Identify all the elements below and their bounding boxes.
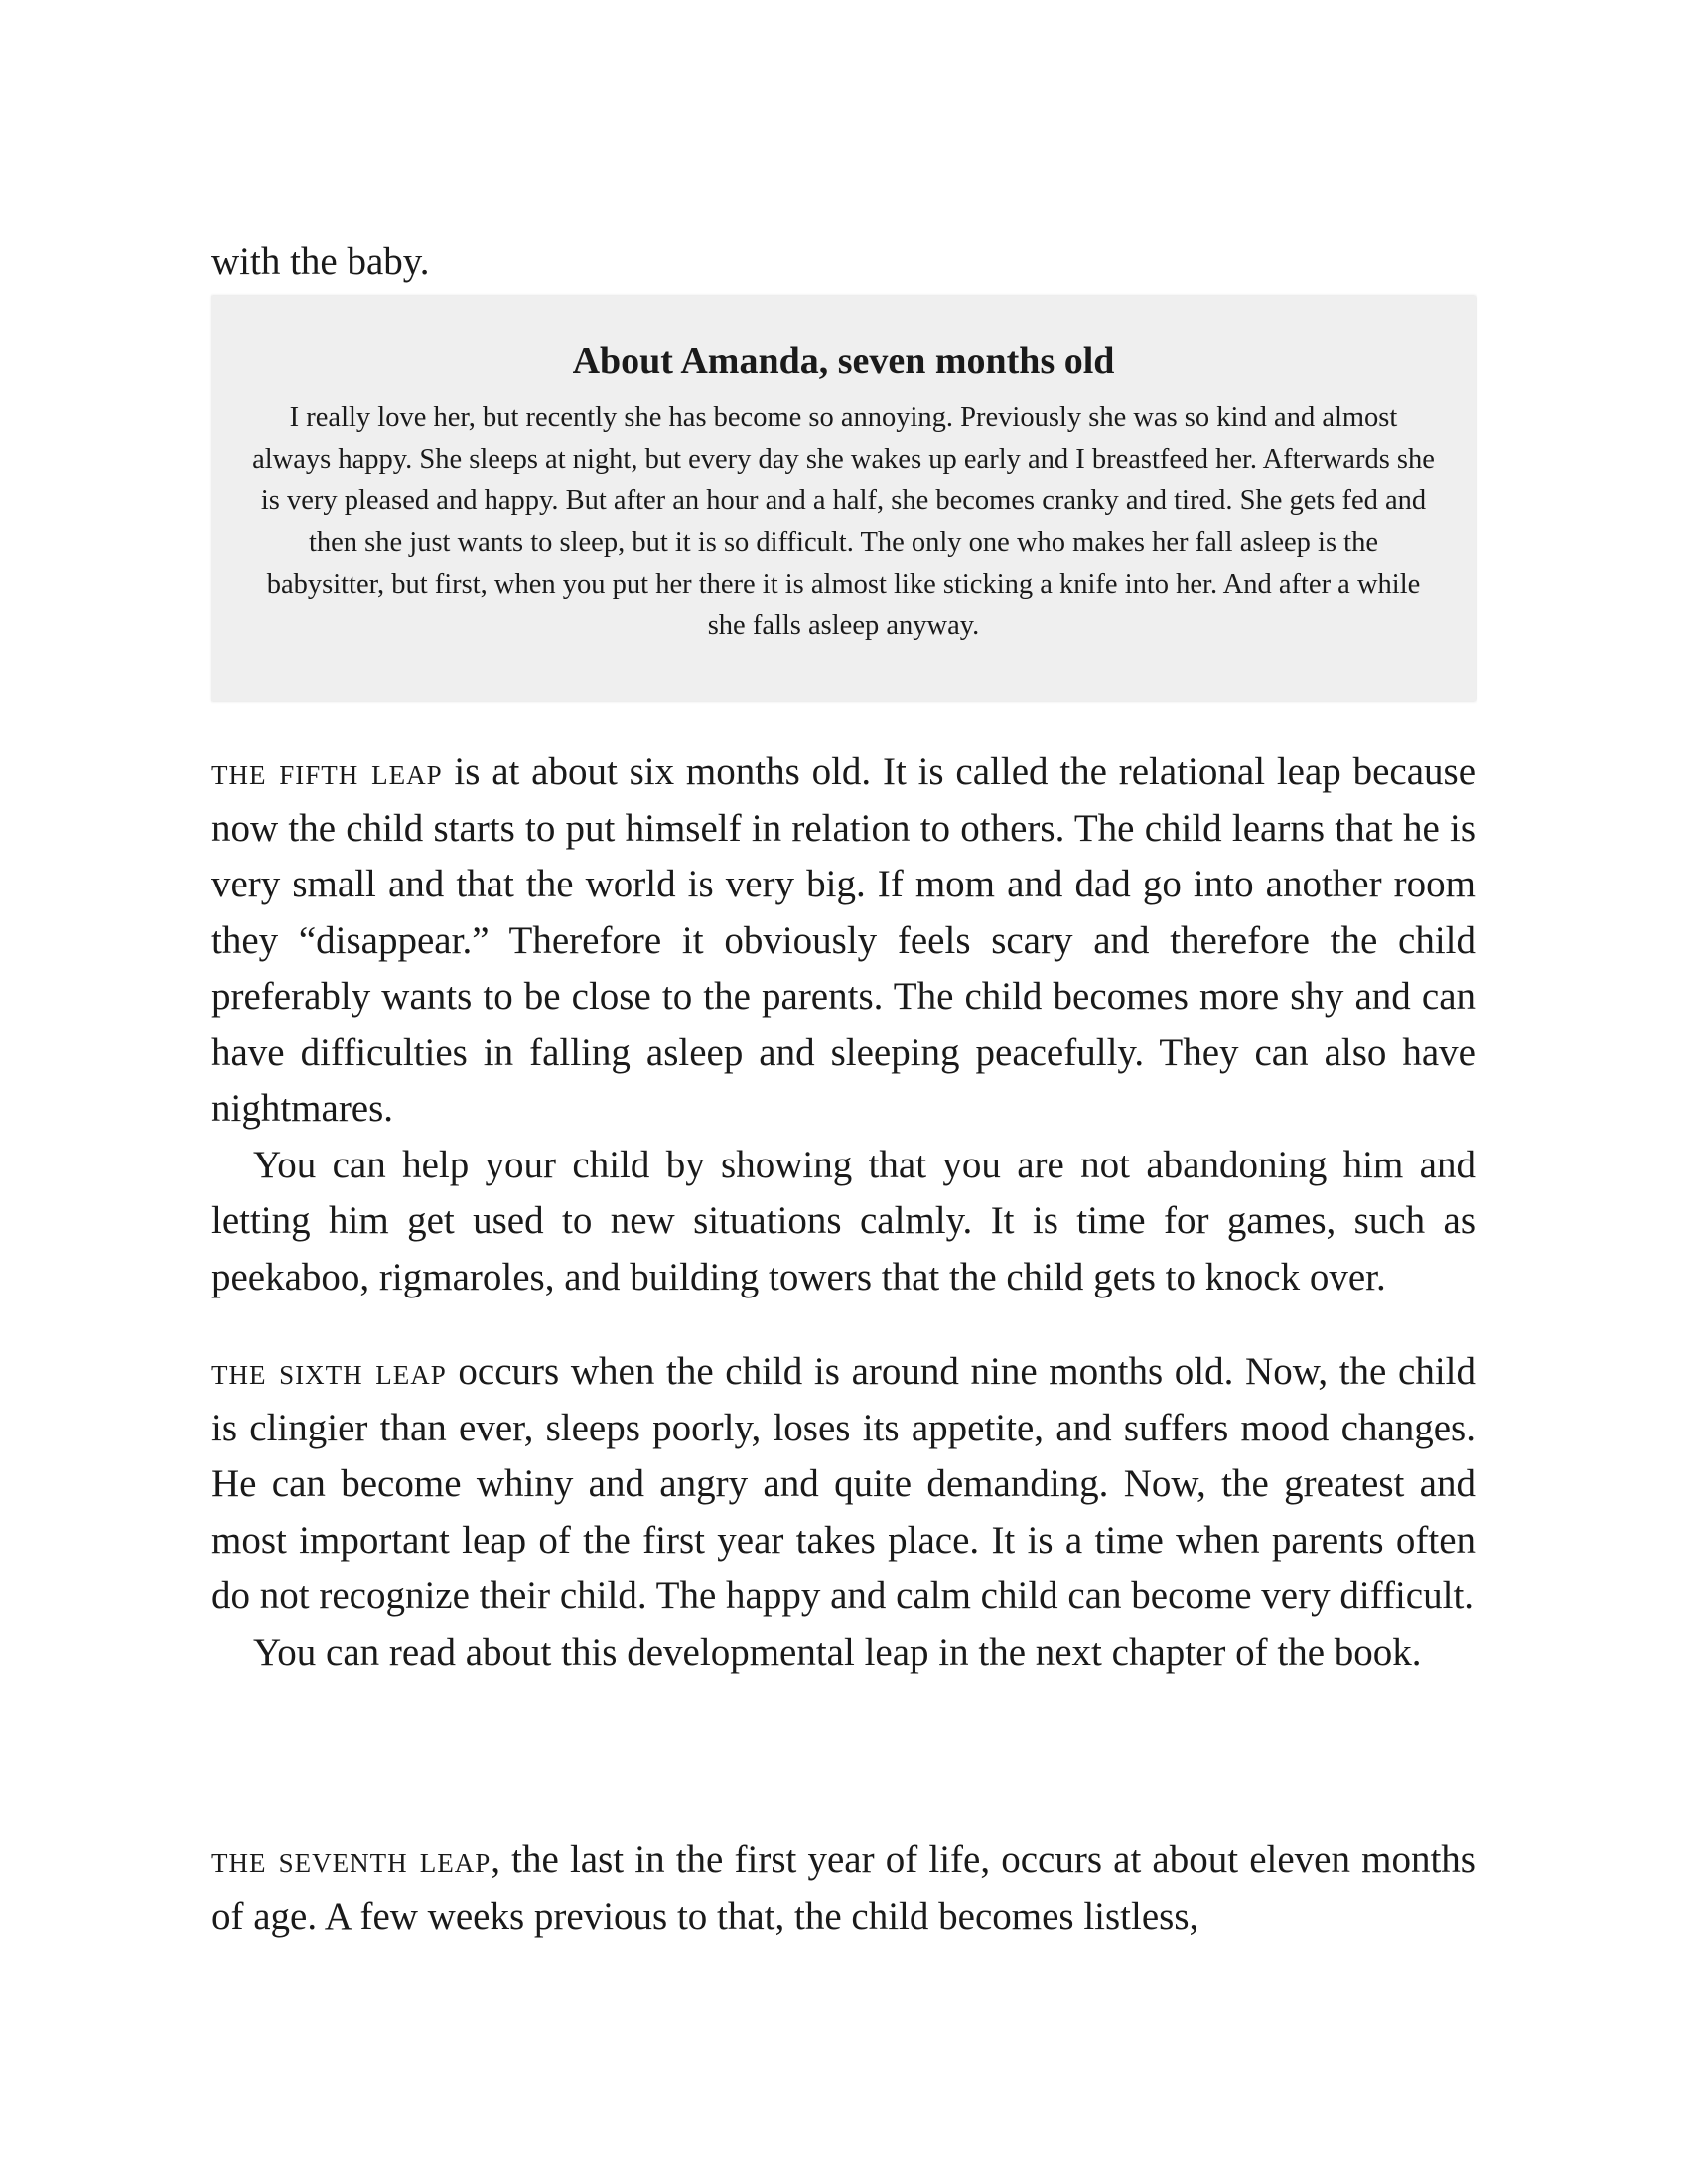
seventh-leap-heading: the seventh leap [211,1839,492,1881]
fifth-leap-text: is at about six months old. It is called the relational leap because now the child starts to put himself in relation to others. The child learns that he is very small and that the world is very big. If mom and dad go into another room they “disappear.” Therefore it obviously feels scary and therefore the child preferably wants to be close to the parents. The child becomes more shy and can have difficulties in falling asleep and sleeping peacefully. They can also have nightmares. [211,751,1477,1130]
sixth-leap-text: occurs when the child is around nine months old. Now, the child is clingier than ever, sleeps poorly, loses its appetite, and suffers mood changes. He can become whiny and angry and quite demanding. Now, the greatest and most important leap of the first year takes place. It is a time when parents often do not recognize their child. The happy and calm child can become very difficult. [211,1350,1476,1617]
seventh-leap-paragraph [211,1833,1476,1945]
testimonial-body: I really love her, but recently she has become so annoying. Previously she was so kind and almost always happy. She sleeps at night, but every day she wakes up early and I breastfeed her. Afterwards she is very pleased and happy. But after an hour and a half, she becomes cranky and tired. She gets fed and then she just wants to sleep, but it is so difficult. The only one who makes her fall asleep is the babysitter, but first, when you put her there it is almost like sticking a knife into her. And after a while she falls asleep anyway. [252,402,1435,641]
sixth-leap-heading: the sixth leap [211,1350,447,1393]
fifth-leap-heading: the fifth leap [211,751,443,793]
continuation-text: with the baby. [211,240,430,283]
fifth-leap-paragraph [211,745,1476,1138]
testimonial-box [211,296,1476,701]
seventh-leap-text: , the last in the first year of life, occurs at about eleven months of age. A few weeks previous to that, the child becomes listless, [211,1839,1476,1938]
sixth-leap-paragraph [211,1344,1476,1625]
seventh-leap-section [211,1833,1476,1945]
sixth-leap-paragraph-2: You can read about this developmental leap in the next chapter of the book. [253,1630,1422,1674]
fifth-leap-section [211,745,1476,1305]
testimonial-title: About Amanda, seven months old [572,341,1115,382]
fifth-leap-paragraph-2: You can help your child by showing that you are not abandoning him and letting him get used to new situations calmly. It is time for games, such as peekaboo, rigmaroles, and building towers that the child gets to knock over. [211,1143,1476,1298]
sixth-leap-section [211,1344,1476,1681]
